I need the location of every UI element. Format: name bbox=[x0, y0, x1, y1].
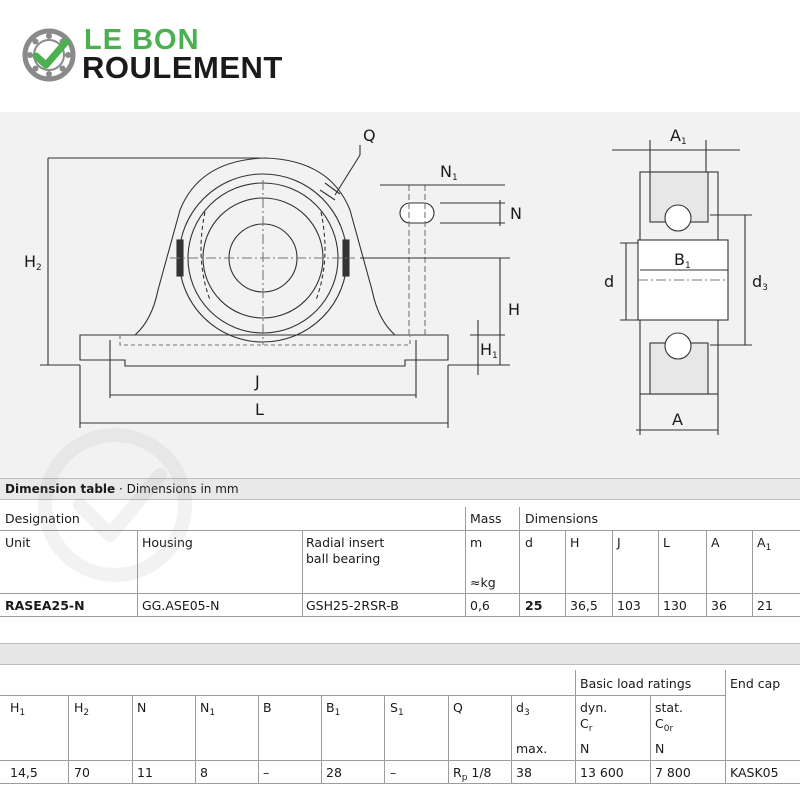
col-d3: $d_3$ bbox=[516, 700, 530, 718]
col-d: d bbox=[525, 535, 533, 550]
col-H: H bbox=[570, 535, 580, 550]
col-J: J bbox=[617, 535, 621, 550]
col-H1: $H_1$ bbox=[10, 700, 26, 718]
label-N: N bbox=[510, 204, 522, 223]
cell-A: 36 bbox=[711, 598, 727, 613]
cell-B1: 28 bbox=[326, 765, 342, 780]
col-mass-kg: ≈kg bbox=[470, 575, 496, 590]
cell-unit: RASEA25-N bbox=[5, 598, 85, 613]
col-H2: $H_2$ bbox=[74, 700, 90, 718]
label-L: L bbox=[255, 400, 264, 419]
table2-rule bbox=[321, 695, 322, 783]
table1-rule bbox=[137, 530, 138, 616]
cell-B: – bbox=[263, 765, 270, 780]
header-mass: Mass bbox=[470, 511, 502, 526]
bearing-check-icon bbox=[22, 28, 76, 82]
table2-rule bbox=[0, 783, 800, 784]
table2-rule bbox=[68, 695, 69, 783]
col-dyn: dyn. bbox=[580, 700, 608, 715]
cell-L: 130 bbox=[663, 598, 687, 613]
col-Cr: $C_r$ bbox=[580, 716, 593, 734]
label-d3: $d_3$ bbox=[752, 272, 768, 293]
header bbox=[0, 0, 800, 112]
cell-N1: 8 bbox=[200, 765, 208, 780]
cell-d3: 38 bbox=[516, 765, 532, 780]
brand-line-1: LE BON bbox=[84, 24, 200, 56]
header-dimensions: Dimensions bbox=[525, 511, 598, 526]
dimension-table-title-bar bbox=[0, 478, 800, 500]
header-designation: Designation bbox=[5, 511, 80, 526]
table1-rule bbox=[0, 593, 800, 594]
cell-housing: GG.ASE05-N bbox=[142, 598, 220, 613]
label-B1: $B_1$ bbox=[674, 250, 691, 271]
table2-rule bbox=[384, 695, 385, 783]
brand-line-2: ROULEMENT bbox=[82, 50, 283, 85]
col-stat-unit: N bbox=[655, 741, 665, 756]
cell-H2: 70 bbox=[74, 765, 90, 780]
table1-rule bbox=[465, 507, 466, 616]
cell-d: 25 bbox=[525, 598, 543, 613]
label-J: J bbox=[255, 372, 260, 391]
cell-H: 36,5 bbox=[570, 598, 598, 613]
table1-rule bbox=[658, 530, 659, 616]
cell-Q: $R_p$ 1/8 bbox=[453, 765, 492, 783]
label-H2: $H_2$ bbox=[24, 252, 42, 273]
col-Q: Q bbox=[453, 700, 463, 715]
table2-rule bbox=[511, 695, 512, 783]
col-B1: $B_1$ bbox=[326, 700, 341, 718]
col-unit: Unit bbox=[5, 535, 31, 550]
cell-J: 103 bbox=[617, 598, 641, 613]
technical-drawing bbox=[0, 112, 800, 478]
table1-rule bbox=[519, 507, 520, 616]
cell-N: 11 bbox=[137, 765, 153, 780]
label-H: H bbox=[508, 300, 521, 319]
table1-rule bbox=[752, 530, 753, 616]
table2-rule bbox=[132, 695, 133, 783]
label-d: d bbox=[604, 272, 615, 291]
col-B: B bbox=[263, 700, 272, 715]
header-basic-load: Basic load ratings bbox=[580, 676, 692, 691]
table1-rule bbox=[565, 530, 566, 616]
table1-rule bbox=[0, 530, 800, 531]
table2-rule bbox=[725, 670, 726, 783]
table1-rule bbox=[706, 530, 707, 616]
cell-H1: 14,5 bbox=[10, 765, 38, 780]
cell-end-cap: KASK05 bbox=[730, 765, 779, 780]
label-A: A bbox=[672, 410, 683, 429]
col-d3-max: max. bbox=[516, 741, 548, 756]
table1-rule bbox=[0, 616, 800, 617]
table2-rule bbox=[195, 695, 196, 783]
col-S1: $S_1$ bbox=[390, 700, 404, 718]
cell-insert: GSH25-2RSR-B bbox=[306, 598, 399, 613]
cell-S1: – bbox=[390, 765, 397, 780]
dimension-table-title: Dimension table · Dimensions in mm bbox=[5, 482, 239, 496]
col-A1: $A_1$ bbox=[757, 535, 772, 553]
table2-rule bbox=[0, 760, 800, 761]
col-stat: stat. bbox=[655, 700, 683, 715]
table2-rule bbox=[448, 695, 449, 783]
table1-rule bbox=[302, 530, 303, 616]
table2-rule bbox=[575, 670, 576, 783]
table2-rule bbox=[0, 695, 575, 696]
col-dyn-unit: N bbox=[580, 741, 590, 756]
label-N1: $N_1$ bbox=[440, 162, 458, 183]
table2-rule bbox=[650, 695, 651, 783]
label-H1: $H_1$ bbox=[480, 340, 498, 361]
table2-bar bbox=[0, 643, 800, 665]
header-end-cap: End cap bbox=[730, 676, 781, 691]
col-housing: Housing bbox=[142, 535, 193, 550]
cell-C0r: 7 800 bbox=[655, 765, 691, 780]
col-C0r: $C_{0r}$ bbox=[655, 716, 674, 734]
label-Q: Q bbox=[363, 126, 376, 145]
table1-rule bbox=[612, 530, 613, 616]
col-mass-m: m bbox=[470, 535, 483, 550]
table2-rule bbox=[258, 695, 259, 783]
label-A1: $A_1$ bbox=[670, 126, 687, 147]
col-insert-line2: ball bearing bbox=[306, 551, 381, 566]
col-L: L bbox=[663, 535, 670, 550]
col-N: N bbox=[137, 700, 147, 715]
col-insert-line1: Radial insert bbox=[306, 535, 385, 550]
cell-A1: 21 bbox=[757, 598, 773, 613]
col-N1: $N_1$ bbox=[200, 700, 216, 718]
col-A: A bbox=[711, 535, 720, 550]
cell-mass: 0,6 bbox=[470, 598, 490, 613]
cell-Cr: 13 600 bbox=[580, 765, 624, 780]
